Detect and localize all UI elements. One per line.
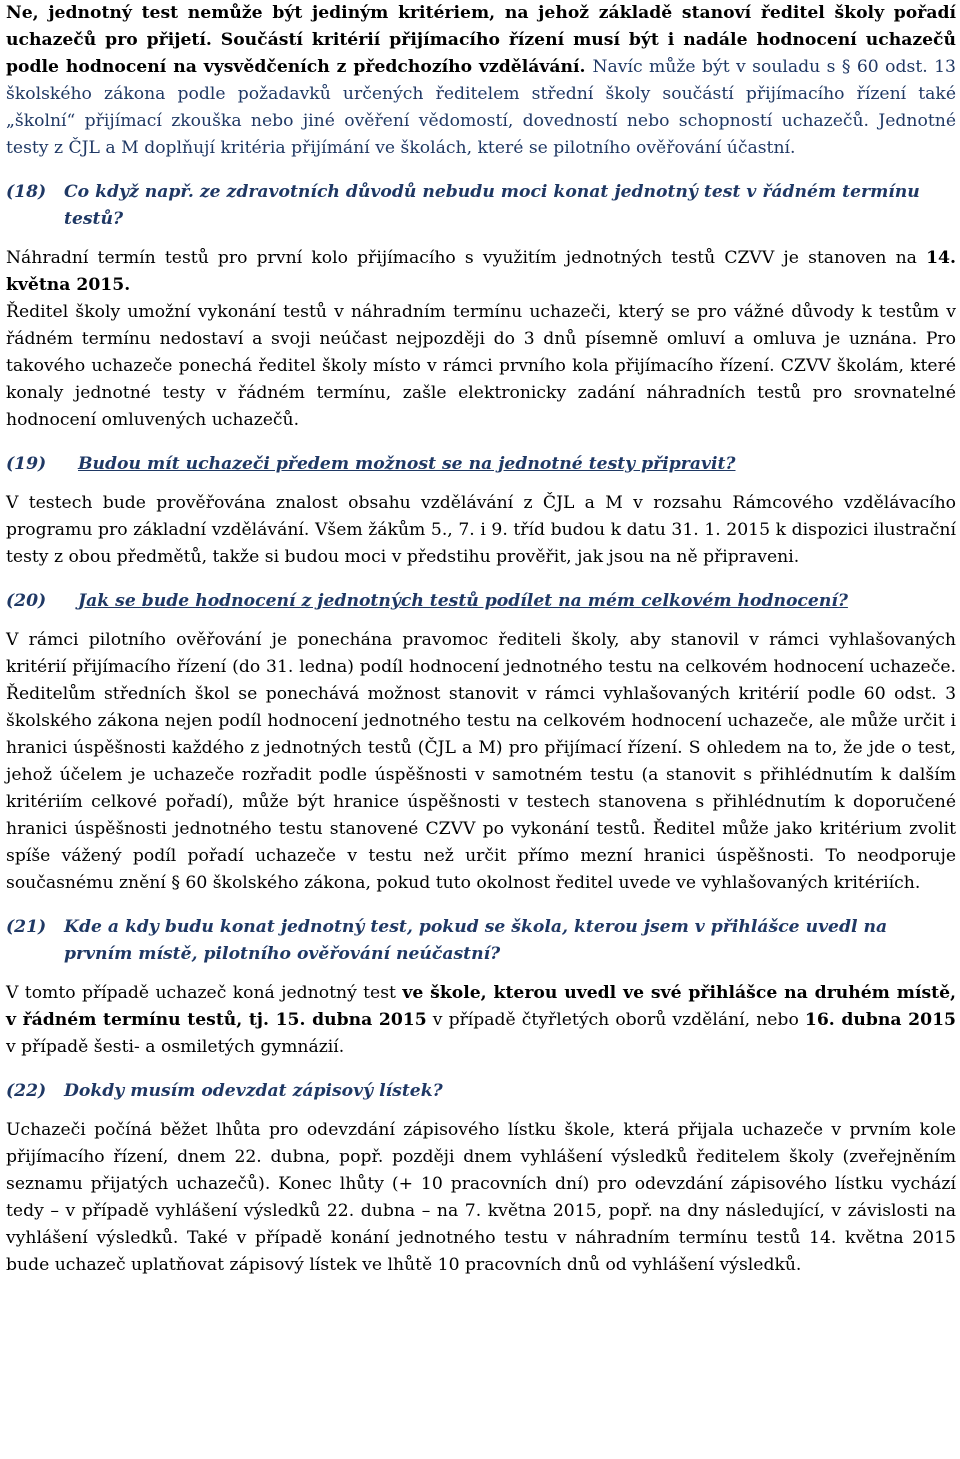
question-18-text: Co když např. ze zdravotních důvodů nebudu moci konat jednotný test v řádném termínu testů? — [64, 182, 920, 229]
question-19-number: (19) — [6, 454, 47, 474]
answer-21-paragraph — [6, 980, 956, 1061]
question-22-heading — [6, 1078, 956, 1105]
answer-20-sentence-2: Ředitelům středních škol se ponechává možnost stanovit v rámci vyhlašovaných kritérií podle 60 odst. 3 školského zákona nejen podíl hodnocení jednotného testu na celkovém hodnocení uchazeče, ale může určit i hranici úspěšnosti každého z jednotných testů (ČJL a M) pro přijímací řízení. — [6, 684, 956, 758]
answer-21-place-and-date: ve škole, kterou uvedl ve své přihlášce na druhém místě, v řádném termínu testů, tj. 15. dubna 2015 — [6, 983, 957, 1030]
question-20-number: (20) — [6, 591, 47, 611]
question-18-number: (18) — [6, 182, 47, 202]
answer-21-part-5: v případě šesti- a osmiletých gymnázií. — [6, 1037, 345, 1057]
question-19-heading — [6, 451, 956, 478]
question-21-heading — [6, 914, 956, 968]
intro-paragraph — [6, 0, 956, 162]
answer-18-sentence-1: Ředitel školy umožní vykonání testů v náhradním termínu uchazeči, který se pro vážné důvody k testům v řádném termínu nedostaví a svoji neúčast nejpozději do 3 dnů písemně omluví a omluva je uznána. — [6, 302, 956, 349]
answer-19-paragraph: V testech bude prověřována znalost obsahu vzdělávání z ČJL a M v rozsahu Rámcového vzdělávacího programu pro základní vzdělávání. Všem žákům 5., 7. i 9. tříd budou k datu 31. 1. 2015 k dispozici ilustrační testy z obou předmětů, takže si budou moci v předstihu prověřit, jak jsou na ně připraveni. — [6, 493, 956, 567]
answer-22-sentence-2: Konec lhůty (+ 10 pracovních dní) pro odevzdání zápisového lístku vychází tedy – v případě vyhlášení výsledků 22. dubna – na 7. května 2015, popř. na dny následující, v závislosti na vyhlášení výsledků. — [6, 1174, 956, 1248]
answer-21-second-date: 16. dubna 2015 — [804, 1010, 956, 1030]
answer-20-paragraph — [6, 627, 956, 897]
intro-sentence-2: Navíc může být v souladu s § 60 odst. 13 školského zákona podle požadavků určených ředitelem střední školy součástí přijímacího řízení také „školní“ přijímací zkouška nebo jiné ověření vědomostí, dovedností nebo schopností uchazečů. — [6, 57, 956, 131]
answer-18-paragraph-1 — [6, 245, 956, 299]
question-20-text: Jak se bude hodnocení z jednotných testů podílet na mém celkovém hodnocení? — [78, 591, 848, 611]
question-22-text: Dokdy musím odevzdat zápisový lístek? — [64, 1081, 443, 1101]
question-21-number: (21) — [6, 917, 47, 937]
answer-20-sentence-4: Ředitel může jako kritérium zvolit spíše vážený podíl pořadí uchazeče v testu než určit přímo mezní hranici úspěšnosti. — [6, 819, 956, 866]
answer-18-sentence-3: CZVV školám, které konaly jednotné testy v řádném termínu, zašle elektronicky zadání náhradních testů pro srovnatelné hodnocení omluvených uchazečů. — [6, 356, 956, 430]
answer-21-part-3: v případě čtyřletých oborů vzdělání, nebo — [426, 1010, 805, 1030]
question-22-number: (22) — [6, 1081, 47, 1101]
answer-18-text: Náhradní termín testů pro první kolo přijímacího s využitím jednotných testů CZVV je stanoven na — [6, 248, 927, 268]
answer-20-sentence-5: To neodporuje současnému znění § 60 školského zákona, pokud tuto okolnost ředitel uvede ve vyhlašovaných kritériích. — [6, 846, 957, 893]
document-page — [6, 0, 956, 1279]
answer-21-part-1: V tomto případě uchazeč koná jednotný test — [6, 983, 403, 1003]
question-21-text: Kde a kdy budu konat jednotný test, pokud se škola, kterou jsem v přihlášce uvedl na prvním místě, pilotního ověřování neúčastní? — [64, 917, 888, 964]
answer-18-paragraph-2 — [6, 299, 956, 434]
question-19-text: Budou mít uchazeči předem možnost se na jednotné testy připravit? — [78, 454, 736, 474]
intro-sentence-1: Ne, jednotný test nemůže být jediným kritériem, na jehož základě stanoví ředitel školy pořadí uchazečů pro přijetí. Součástí kritérií přijímacího řízení musí být i nadále hodnocení uchazečů podle hodnocení na vysvědčeních z předchozího vzdělávání. — [6, 3, 956, 77]
answer-22-sentence-1: Uchazeči počíná běžet lhůta pro odevzdání zápisového lístku škole, která přijala uchazeče v prvním kole přijímacího řízení, dnem 22. dubna, popř. později dnem vyhlášení výsledků ředitelem školy (zveřejněním seznamu přijatých uchazečů). — [6, 1120, 956, 1194]
intro-sentence-3: Jednotné testy z ČJL a M doplňují kritéria přijímání ve školách, které se pilotního ověřování účastní. — [6, 111, 956, 158]
question-20-heading — [6, 588, 956, 615]
answer-20-sentence-3: S ohledem na to, že jde o test, jehož účelem je uchazeče rozřadit podle úspěšnosti v samotném testu (a stanovit s přihlédnutím k dalším kritériím celkové pořadí), může být hranice úspěšnosti v testech stanovena s přihlédnutím k doporučené hranici úspěšnosti jednotného testu stanovené CZVV po vykonání testů. — [6, 738, 956, 839]
answer-20-sentence-1: V rámci pilotního ověřování je ponechána pravomoc řediteli školy, aby stanovil v rámci vyhlašovaných kritérií přijímacího řízení (do 31. ledna) podíl hodnocení jednotného testu na celkovém hodnocení uchazeče. — [6, 630, 956, 677]
answer-22-sentence-3: Také v případě konání jednotného testu v náhradním termínu testů 14. května 2015 bude uchazeč uplatňovat zápisový lístek ve lhůtě 10 pracovních dnů od vyhlášení výsledků. — [6, 1228, 956, 1275]
question-18-heading — [6, 179, 956, 233]
answer-18-sentence-2: Pro takového uchazeče ponechá ředitel školy místo v rámci prvního kola přijímacího řízení. — [6, 329, 956, 376]
answer-22-paragraph — [6, 1117, 956, 1279]
answer-18-date: 14. května 2015. — [6, 248, 956, 295]
